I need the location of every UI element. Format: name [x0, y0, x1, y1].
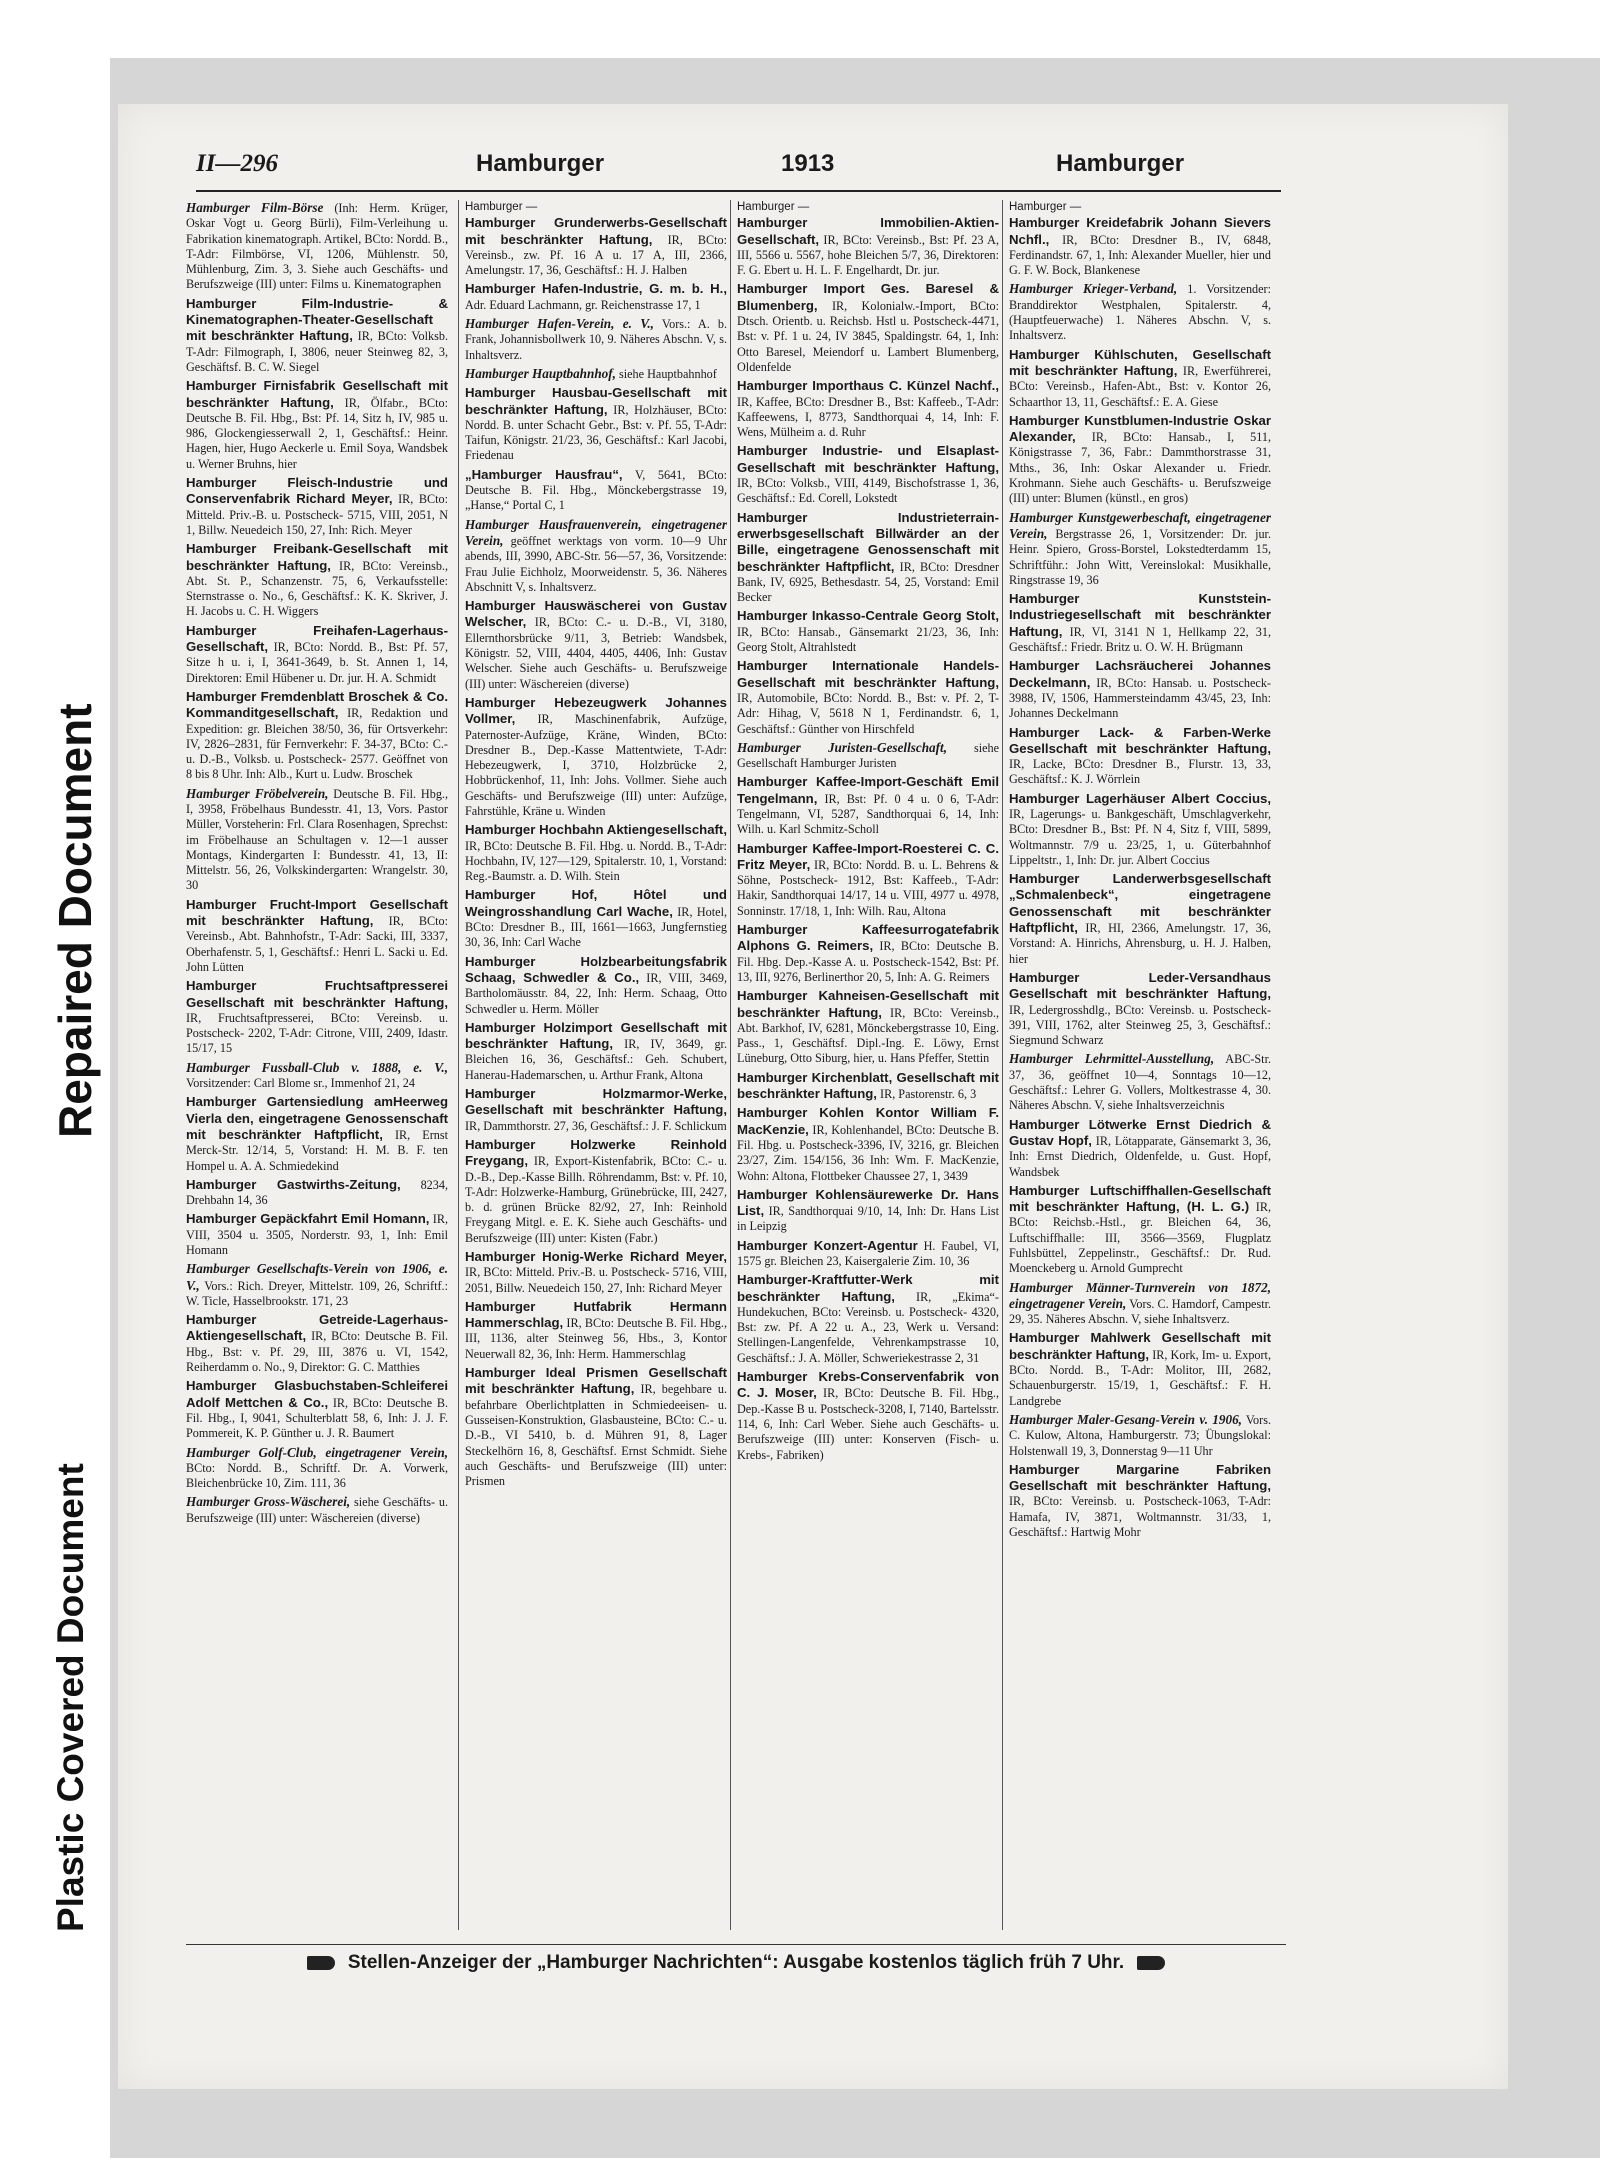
entry-name: Hamburger Fussball-Club v. 1888, e. V., — [186, 1059, 448, 1075]
entry-name: Hamburger Golf-Club, eingetragener Verein, — [186, 1444, 448, 1460]
entry-name: Hamburger Industrieterrain-erwerbsgesellschaft Billwärder an der Bille, eingetragene Genossenschaft mit beschränkter Haftpflicht, — [737, 509, 999, 574]
directory-columns — [186, 200, 1286, 1930]
entry-name: Hamburger Honig-Werke Richard Meyer, — [465, 1249, 727, 1264]
directory-entry — [737, 841, 999, 919]
directory-entry — [186, 1378, 448, 1441]
entry-name: Hamburger Inkasso-Centrale Georg Stolt, — [737, 608, 999, 624]
entry-details: IR, BCto: Vereinsb., Abt. Bahnhofstr., T-Adr: Sacki, III, 3337, Oberhafenstr. 5, 1, Geschäftsf.: Henri L. Sacki u. Ed. John Lütten — [186, 914, 448, 974]
entry-details: siehe Geschäfts- u. Berufszweige (III) unter: Wäschereien (diverse) — [186, 1495, 448, 1525]
entry-details: IR, HI, 2366, Amelungstr. 17, 36, Vorstand: A. Hinrichs, Ahrensburg, u. H. J. Halben, hier — [1009, 921, 1271, 966]
entry-name: Hamburger Kirchenblatt, Gesellschaft mit beschränkter Haftung, — [737, 1069, 999, 1102]
directory-entry — [465, 598, 727, 692]
entry-name: Hamburger Lack- & Farben-Werke Gesellschaft mit beschränkter Haftung, — [1009, 724, 1271, 756]
entry-details: IR, Maschinenfabrik, Aufzüge, Paternoster-Aufzüge, Kräne, Winden, BCto: Dresdner B., Dep.-Kasse Mattentwiete, T-Adr: Hebezeugwerk, I, 3710, Holzbrücke 2, Hobbrückenhof, 11, Inh: Johs. Vollmer. Siehe auch Geschäfts- und Berufszweige (III) unter: Aufzüge, Fahrstühle, Kräne u. Winden — [465, 712, 727, 818]
entry-name: Hamburger Film-Börse — [186, 200, 324, 215]
directory-entry — [1009, 791, 1271, 868]
directory-entry — [737, 774, 999, 837]
entry-name: Hamburger Film-Industrie- & Kinematographen-Theater-Gesellschaft mit beschränkter Haftung, — [186, 295, 448, 344]
directory-entry — [1009, 1183, 1271, 1277]
pointing-hand-icon — [1137, 1956, 1165, 1970]
entry-name: Hamburger Kühlschuten, Gesellschaft mit beschränkter Haftung, — [1009, 346, 1271, 378]
directory-entry — [1009, 1330, 1271, 1408]
entry-details: IR, BCto: Hansab., I, 511, Königstrasse 7, 36, Fabr.: Dammthorstrasse 31, Mths., 36, Inh: Oskar Alexander u. Friedr. Krohmann. Siehe auch Geschäfts- u. Berufszweige (III) unter: Blumen (künstl., en gros) — [1009, 430, 1271, 506]
directory-entry — [737, 740, 999, 772]
entry-name: Hamburger Kaffeesurrogatefabrik Alphons G. Reimers, — [737, 922, 999, 954]
entry-details: IR, Fruchtsaftpresserei, BCto: Vereinsb. u. Postscheck- 2202, T-Adr: Citrone, VIII, 2409, Idastr. 15/17, 15 — [186, 1010, 448, 1056]
directory-page — [118, 104, 1508, 2089]
entry-name: Hamburger Getreide-Lagerhaus-Aktiengesellschaft, — [186, 1312, 448, 1344]
entry-name: Hamburger Hauswäscherei von Gustav Welscher, — [465, 598, 727, 630]
entry-name: Hamburger Kreidefabrik Johann Sievers Nchfl., — [1009, 215, 1271, 247]
entry-details: IR, VI, 3141 N 1, Hellkamp 22, 31, Geschäftsf.: Friedr. Britz u. O. W. H. Brügmann — [1009, 624, 1271, 655]
entry-details: IR, Lagerungs- u. Bankgeschäft, Umschlagverkehr, BCto: Dresdner B., Bst: Pf. N 4, Sitz f, VIII, 5899, Woltmannstr. 7/9 u. 23/25, 1, u. Güterbahnhof Lippeltstr., 1, Inh: Dr. jur. Albert Coccius — [1009, 806, 1271, 867]
entry-details: IR, Ewerführerei, BCto: Vereinsb., Hafen-Abt., Bst: v. Kontor 26, Schaarthor 13, 11, Geschäftsf.: E. A. Giese — [1009, 363, 1271, 409]
entry-name: Hamburger Kaffee-Import-Roesterei C. C. Fritz Meyer, — [737, 840, 999, 872]
entry-details: IR, Kolonialw.-Import, BCto: Dtsch. Orientb. u. Reichsb. Hstl u. Postscheck-4471, Bst: v. Pf. 1 u. 24, IV 3845, Spaldingstr. 64, 1, Inh: Otto Baresel, Meiendorf u. Lambert Blumenberg, Oldenfelde — [737, 298, 999, 374]
entry-name: Hamburger Industrie- und Elsaplast-Gesellschaft mit beschränkter Haftung, — [737, 443, 999, 475]
entry-name: Hamburger Luftschiffhallen-Gesellschaft mit beschränkter Haftung, (H. L. G.) — [1009, 1182, 1271, 1215]
entry-name: Hamburger Konzert-Agentur — [737, 1237, 918, 1253]
entry-name: Hamburger Gartensiedlung amHeerweg Vierla den, eingetragene Genossenschaft mit beschränkter Haftpflicht, — [186, 1094, 448, 1142]
directory-entry — [1009, 281, 1271, 343]
entry-details: Vors.: Rich. Dreyer, Mittelstr. 109, 26, Schriftf.: W. Ticle, Hasselbrookstr. 171, 23 — [186, 1278, 448, 1308]
column-1 — [186, 200, 448, 1930]
entry-details: V, 5641, BCto: Deutsche B. Fil. Hbg., Mönckebergstrasse 19, „Hanse,“ Portal C, 1 — [465, 467, 727, 513]
entry-details: IR, Ernst Merck-Str. 12/14, 5, Vorstand: H. M. B. F. ten Hompel u. A. A. Schmiedekind — [186, 1127, 448, 1173]
entry-name: Hamburger Glasbuchstaben-Schleiferei Adolf Mettchen & Co., — [186, 1378, 448, 1410]
entry-name: Hamburger Hausfrauenverein, eingetragener Verein, — [465, 516, 727, 548]
entry-name: Hamburger Holzimport Gesellschaft mit beschränkter Haftung, — [465, 1019, 727, 1052]
directory-entry — [737, 608, 999, 655]
entry-name: Hamburger Lehrmittel-Ausstellung, — [1009, 1051, 1215, 1067]
entry-name: Hamburger Lagerhäuser Albert Coccius, — [1009, 790, 1271, 806]
page-number: II—296 — [196, 150, 278, 177]
directory-entry — [737, 1272, 999, 1366]
year-title: 1913 — [781, 150, 835, 177]
entry-details: IR, „Ekima“-Hundekuchen, BCto: Vereinsb. u. Postscheck- 4320, Bst: zw. Pf. A 22 u. A., 23, Werk u. Versand: Stellingen-Langenfelde, Vehrenkampstrasse 10, Geschäftsf.: J. A. Möller, Schweriekestrasse 2, 31 — [737, 1289, 999, 1365]
directory-entry — [737, 443, 999, 506]
entry-name: Hamburger Kunstblumen-Industrie Oskar Alexander, — [1009, 412, 1271, 445]
entry-name: Hamburger Hauptbahnhof, — [465, 365, 616, 381]
entry-details: IR, Dammthorstr. 27, 36, Geschäftsf.: J. F. Schlickum — [465, 1118, 727, 1133]
entry-name: Hamburger Hafen-Verein, e. V., — [465, 316, 654, 332]
entry-name: Hamburger Frucht-Import Gesellschaft mit beschränkter Haftung, — [186, 896, 448, 929]
directory-entry — [186, 475, 448, 538]
entry-name: Hamburger Maler-Gesang-Verein v. 1906, — [1009, 1411, 1242, 1427]
entry-details: siehe Gesellschaft Hamburger Juristen — [737, 740, 999, 771]
directory-entry — [186, 786, 448, 894]
column-head: Hamburger — — [465, 201, 538, 213]
entry-name: Hamburger Kunstgewerbeschaft, eingetragener Verein, — [1009, 509, 1271, 541]
entry-name: Hamburger Gesellschafts-Verein von 1906, e. V., — [186, 1261, 448, 1293]
directory-entry — [465, 366, 727, 382]
directory-entry — [737, 281, 999, 375]
entry-details: IR, begehbare u. befahrbare Oberlichtplatten in Schmiedeeisen- u. Gusseisen-Konstruktion, Glasbausteine, BCto: C.- u. D.-B., VI 5410, b. d. Mühren 91, 8, Lager Steckelhörn 16, 8, Geschäftsf. Ernst Schmidt. Siehe auch Geschäfts- und Berufszweige (III) unter: Prismen — [465, 1382, 727, 1489]
entry-details: IR, BCto: Deutsche B. Fil. Hbg. u. Nordd. B., T-Adr: Hochbahn, IV, 127—129, Spitalerstr. 10, 1, Vorstand: Reg.-Baumstr. a. D. Wilh. Stein — [465, 838, 727, 884]
directory-entry — [737, 1369, 999, 1463]
directory-entry — [186, 1060, 448, 1092]
entry-name: Hamburger Importhaus C. Künzel Nachf., — [737, 378, 999, 394]
entry-name: Hamburger Ideal Prismen Gesellschaft mit beschränkter Haftung, — [465, 1365, 727, 1397]
entry-name: Hamburger Krieger-Verband, — [1009, 281, 1178, 297]
entry-details: IR, BCto: Nordd. B. u. L. Behrens & Söhne, Postscheck- 1912, Bst: Kaffeeb., T-Adr: Hakir, Sandthorquai 14/17, 14 u. VIII, 4977 u. 4978, Sonninstr. 17/18, 1, Inh: Wilh. Rau, Altona — [737, 857, 999, 918]
entry-name: Hamburger Immobilien-Aktien-Gesellschaft, — [737, 215, 999, 247]
entry-name: Hamburger Mahlwerk Gesellschaft mit beschränkter Haftung, — [1009, 1330, 1271, 1362]
entry-details: Vors. C. Hamdorf, Campestr. 29, 35. Näheres Abschn. V, siehe Inhaltsverz. — [1009, 1296, 1271, 1327]
entry-name: Hamburger Landerwerbsgesellschaft „Schmalenbeck“, eingetragene Genossenschaft mit beschränkter Haftpflicht, — [1009, 871, 1271, 936]
entry-details: Deutsche B. Fil. Hbg., I, 3958, Fröbelhaus Bundesstr. 41, 13, Vors. Pastor Müller, Vorsteherin: Frl. Clara Rosenhagen, Sprechst: im Fröbelhause an Schultagen v. 12—1 ausser Montags, Kindergarten I: Bundesstr. 41, 13, II: Mittelstr. 56, 26, Volkskindergarten: Wrangelstr. 30, 30 — [186, 786, 448, 893]
entry-name: Hamburger Fröbelverein, — [186, 785, 329, 801]
page-header — [196, 144, 1281, 186]
entry-name: Hamburger Grunderwerbs-Gesellschaft mit beschränkter Haftung, — [465, 215, 727, 247]
directory-entry — [737, 1238, 999, 1270]
entry-details: IR, BCto: C.- u. D.-B., VI, 3180, Ellernthorsbrücke 9/11, 3, Betrieb: Wandsbek, Königstr. 52, VIII, 4404, 4405, 4406, Inh: Gustav Welscher. Siehe auch Geschäfts- u. Berufszweige (III) unter: Wäschereien (diverse) — [465, 615, 727, 691]
entry-name: Hamburger Kaffee-Import-Geschäft Emil Tengelmann, — [737, 774, 999, 806]
entry-name: Hamburger Holzwerke Reinhold Freygang, — [465, 1136, 727, 1169]
directory-entry — [186, 200, 448, 293]
entry-name: Hamburger Holzmarmor-Werke, Gesellschaft mit beschränkter Haftung, — [465, 1086, 727, 1118]
entry-name: Hamburger Freibank-Gesellschaft mit beschränkter Haftung, — [186, 541, 448, 573]
entry-details: IR, BCto: Vereinsb., Abt. Barkhof, IV, 6281, Mönckebergstrasse 10, Eing. Pass., 1, Geschäftsf. Dipl.-Ing. E. Löwy, Ernst Lüneburg, Otto Siburg, hier, u. Hans Pfeffer, Stettin — [737, 1005, 999, 1066]
directory-entry — [465, 316, 727, 363]
entry-name: Hamburger Leder-Versandhaus Gesellschaft mit beschränkter Haftung, — [1009, 969, 1271, 1002]
directory-entry — [186, 1494, 448, 1526]
column-3 — [730, 200, 999, 1930]
directory-entry — [186, 1177, 448, 1209]
entry-details: IR, BCto: Nordd. B., Bst: Pf. 57, Sitze h u. i, I, 3641-3649, b. St. Annen 1, 14, Direktoren: Emil Hübener u. Dr. jur. H. A. Schmidt — [186, 640, 448, 685]
entry-details: Vors. C. Kulow, Altona, Hamburgerstr. 73; Übungslokal: Holstenwall 19, 3, Donnerstag 9—11 Uhr — [1009, 1412, 1271, 1458]
entry-details: IR, Lötapparate, Gänsemarkt 3, 36, Inh: Ernst Diedrich, Oldenfelde, u. Gust. Hopf, Wandsbek — [1009, 1133, 1271, 1179]
entry-details: IR, BCto: Deutsche B. Fil. Hbg., Dep.-Kasse B u. Postscheck-3208, I, 7140, Bartelsstr. 114, 6, Inh: Carl Weber. Siehe auch Geschäfts- u. Berufszweige (III) unter: Konserven (Fisch- u. Krebs-, Fabriken) — [737, 1386, 999, 1462]
entry-details: IR, BCto: Mitteld. Priv.-B. u. Postscheck- 5715, VIII, 2051, N 1, Billw. Neuedeich 150, 27, Inh: Rich. Meyer — [186, 492, 448, 537]
entry-details: (Inh: Herm. Krüger, Oskar Vogt u. Georg Bürli), Film-Verleihung u. Fabrikation kinematograph. Artikel, BCto: Nordd. B., T-Adr: Filmbörse, VI, 1206, Mühlenstr. 50, Mühlenburg, Zim. 3, 3. Siehe auch Geschäfts- und Berufszweige (III) unter: Films u. Kinematographen — [186, 201, 448, 292]
directory-entry — [465, 215, 727, 278]
entry-name: Hamburger Gepäckfahrt Emil Homann, — [186, 1211, 430, 1227]
entry-name: Hamburger Kohlen Kontor William F. MacKenzie, — [737, 1105, 999, 1137]
directory-entry — [465, 695, 727, 819]
entry-details: IR, BCto: Volksb., VIII, 4149, Bischofstrasse 1, 36, Geschäftsf.: Ed. Corell, Lokstedt — [737, 476, 999, 506]
entry-name: „Hamburger Hausfrau“, — [465, 466, 623, 482]
directory-entry — [186, 378, 448, 472]
directory-entry — [186, 623, 448, 686]
directory-entry — [1009, 970, 1271, 1048]
directory-entry — [1009, 1280, 1271, 1328]
entry-details: IR, BCto: Vereinsb., zw. Pf. 16 A u. 17 A, III, 2366, Amelungstr. 17, 36, Geschäftsf.: H. J. Halben — [465, 232, 727, 278]
scan-sidebar — [0, 0, 100, 2177]
entry-details: Vorsitzender: Carl Blome sr., Immenhof 21, 24 — [186, 1076, 415, 1091]
directory-entry — [465, 385, 727, 463]
entry-name: Hamburger Fremdenblatt Broschek & Co. Kommanditgesellschaft, — [186, 688, 448, 721]
directory-entry — [1009, 1117, 1271, 1180]
directory-entry — [465, 1137, 727, 1246]
entry-details: IR, Kohlenhandel, BCto: Deutsche B. Fil. Hbg. u. Postscheck-3396, IV, 3216, gr. Bleichen 23/27, Zim. 154/156, 36 Inh: Wm. F. MacKenzie, Wohn: Altona, Flottbeker Chaussee 27, 1, 3439 — [737, 1122, 999, 1183]
entry-details: BCto: Nordd. B., Schriftf. Dr. A. Vorwerk, Bleichenbrücke 10, Zim. 111, 36 — [186, 1460, 448, 1491]
entry-details: geöffnet werktags von vorm. 10—9 Uhr abends, III, 3990, ABC-Str. 56—57, 36, Vorsitzende: Frau Julie Eichholz, Moorweidenstr. 5, 36. Näheres Abschnitt V, s. Inhaltsverz. — [465, 533, 727, 594]
directory-entry — [465, 467, 727, 514]
entry-details: IR, BCto: Deutsche B. Fil. Hbg., Bst: v. Pf. 29, III, 3876 u. VI, 1542, Reiherdamm o. No., 9, Direktor: G. C. Matthies — [186, 1329, 448, 1375]
entry-details: IR, Export-Kistenfabrik, BCto: C.- u. D.-B., Dep.-Kasse Billh. Röhrendamm, Bst: v. Pf. 10, T-Adr: Holzwerke-Hamburg, Grünebrücke, III, 2427, b. d. grünen Brücke 82/92, 27, Inh: Reinhold Freygang Mitgl. e. E. K. Siehe auch Geschäfts- und Berufszweige (III) unter: Kisten (Fabr.) — [465, 1154, 727, 1245]
entry-name: Hamburger Internationale Handels-Gesellschaft mit beschränkter Haftung, — [737, 658, 999, 690]
directory-entry — [186, 296, 448, 375]
entry-details: siehe Hauptbahnhof — [619, 366, 717, 381]
entry-name: Hamburger Krebs-Conservenfabrik von C. J. Moser, — [737, 1369, 999, 1401]
entry-details: IR, BCto: Vereinsb., Abt. St. P., Schanzenstr. 75, 6, Verkaufsstelle: Sternstrasse o. No., 6, Geschäftsf.: K. K. Skriver, J. H. Jacobs u. C. H. Wiggers — [186, 558, 448, 619]
directory-entry — [1009, 1051, 1271, 1113]
repaired-document-label: Repaired Document — [49, 703, 101, 1138]
entry-details: IR, Kaffee, BCto: Dresdner B., Bst: Kaffeeb., T-Adr: Kaffeewens, I, 8773, Sandthorquai 4, 14, Inh: F. Wens, Mülheim a. d. Ruhr — [737, 394, 999, 440]
entry-details: IR, Ölfabr., BCto: Deutsche B. Fil. Hbg., Bst: Pf. 14, Sitz h, IV, 985 u. 986, Glockengiesserwall 2, 1, Geschäftsf.: Heinr. Hagen, hier, Hugo Aeckerle u. Emil Soya, Wandsbek u. Werner Bruhns, hier — [186, 395, 448, 471]
entry-name: Hamburger Holzbearbeitungsfabrik Schaag, Schwedler & Co., — [465, 953, 727, 985]
entry-details: IR, BCto: Deutsche B. Fil. Hbg., I, 9041, Schulterblatt 58, 6, Inh: J. J. F. Pommereit, K. P. Günther u. J. R. Baumert — [186, 1395, 448, 1441]
entry-name: Hamburger Fruchtsaftpresserei Gesellschaft mit beschränkter Haftung, — [186, 978, 448, 1010]
entry-name: Hamburger Margarine Fabriken Gesellschaft mit beschränkter Haftung, — [1009, 1461, 1271, 1494]
entry-details: IR, VIII, 3469, Bartholomäusstr. 84, 22, Inh: Herm. Schaag, Otto Schwedler u. Herm. Möller — [465, 970, 727, 1016]
entry-name: Hamburger Firnisfabrik Gesellschaft mit beschränkter Haftung, — [186, 378, 448, 410]
entry-details: IR, BCto: Hansab., Gänsemarkt 21/23, 36, Inh: Georg Stolt, Altrahlstedt — [737, 624, 999, 655]
entry-name: Hamburger-Kraftfutter-Werk mit beschränkter Haftung, — [737, 1272, 999, 1304]
directory-entry — [186, 1261, 448, 1309]
entry-name: Hamburger Fleisch-Industrie und Conservenfabrik Richard Meyer, — [186, 475, 448, 507]
entry-details: IR, BCto: Vereinsb. u. Postscheck-1063, T-Adr: Hamafa, IV, 3871, Woltmannstr. 31/33, 1, Geschäftsf.: Hartwig Mohr — [1009, 1494, 1271, 1540]
directory-entry — [186, 541, 448, 619]
directory-entry — [737, 1187, 999, 1235]
directory-entry — [737, 510, 999, 606]
directory-entry — [465, 822, 727, 884]
column-2 — [458, 200, 727, 1930]
column-head: Hamburger — — [737, 201, 810, 213]
directory-entry — [737, 988, 999, 1066]
entry-details: IR, IV, 3649, gr. Bleichen 16, 36, Geschäftsf.: Geh. Schubert, Hanerau-Hademarschen, u. Arthur Frank, Altona — [465, 1037, 727, 1082]
entry-name: Hamburger Gastwirths-Zeitung, — [186, 1176, 401, 1192]
entry-details: IR, Bst: Pf. 0 4 u. 0 6, T-Adr: Tengelmann, VI, 5287, Sandthorquai 6, 14, Inh: Wilh. u. Karl Schmitz-Scholl — [737, 791, 999, 837]
directory-entry — [186, 1312, 448, 1375]
column-head: Hamburger — — [1009, 201, 1082, 213]
entry-details: IR, Hotel, BCto: Dresdner B., III, 1661—1663, Jungfernstieg 30, 36, Inh: Carl Wache — [465, 904, 727, 950]
directory-entry — [1009, 591, 1271, 655]
directory-entry — [737, 1105, 999, 1183]
entry-name: Hamburger Lachsräucherei Johannes Deckelmann, — [1009, 658, 1271, 690]
entry-details: IR, Lacke, BCto: Dresdner B., Flurstr. 13, 33, Geschäftsf.: K. J. Wörrlein — [1009, 757, 1271, 787]
directory-entry — [186, 1445, 448, 1492]
entry-details: IR, Automobile, BCto: Nordd. B., Bst: v. Pf. 2, T-Adr: Hihag, V, 5618 N 1, Ferdinandstr. 6, 1, Geschäftsf.: Günther von Hirschfeld — [737, 690, 999, 736]
footer-rule — [186, 1944, 1286, 1945]
entry-details: IR, BCto: Deutsche B. Fil. Hbg. Dep.-Kasse A. u. Postscheck-1542, Bst: Pf. 13, III, 9276, Berlinerthor 20, 5, Inh: A. G. Reimers — [737, 939, 999, 984]
entry-name: Hamburger Freihafen-Lagerhaus-Gesellschaft, — [186, 622, 448, 655]
entry-details: IR, BCto: Dresdner Bank, IV, 6925, Bethesdastr. 54, 25, Vorstand: Emil Becker — [737, 559, 999, 605]
entry-details: IR, BCto: Deutsche B. Fil. Hbg., III, 1136, alter Steinweg 56, Hbs., 3, Kontor Neuerwall 82, 36, Inh: Herm. Hammerschlag — [465, 1316, 727, 1361]
entry-name: Hamburger Import Ges. Baresel & Blumenberg, — [737, 281, 999, 313]
entry-name: Hamburger Kahneisen-Gesellschaft mit beschränkter Haftung, — [737, 988, 999, 1020]
entry-details: IR, BCto: Hansab. u. Postscheck- 3988, IV, 1506, Hammersteindamm 43/45, 23, Inh: Johannes Deckelmann — [1009, 675, 1271, 721]
entry-details: IR, Holzhäuser, BCto: Nordd. B. unter Schacht Gebr., Bst: v. Pf. 55, T-Adr: Taifun, Königstr. 21/23, 36, Geschäftsf.: Karl Jacobi, Friedenau — [465, 402, 727, 463]
entry-details: IR, BCto: Reichsb.-Hstl., gr. Bleichen 64, 36, Luftschiffhalle: III, 3566—3569, Flugplatz Fuhlsbüttel, Zeppelinstr., Geschäftsf.: Dr. Rud. Moenckeberg u. Arnold Gumprecht — [1009, 1200, 1271, 1276]
header-rule — [196, 190, 1281, 192]
directory-entry — [1009, 347, 1271, 410]
directory-entry — [186, 978, 448, 1056]
entry-name: Hamburger Lötwerke Ernst Diedrich & Gustav Hopf, — [1009, 1116, 1271, 1148]
entry-details: Vors.: A. b. Frank, Johannisbollwerk 10, 9. Näheres Abschn. V, s. Inhaltsverz. — [465, 317, 727, 362]
directory-entry — [1009, 725, 1271, 788]
footer-advert: Stellen-Anzeiger der „Hamburger Nachrichten“: Ausgabe kostenlos täglich früh 7 Uhr. — [347, 1952, 1125, 1973]
left-running-title: Hamburger — [476, 150, 605, 177]
entry-name: Hamburger Kohlensäurewerke Dr. Hans List, — [737, 1186, 999, 1219]
entry-name: Hamburger Kunststein-Industriegesellschaft mit beschränkter Haftung, — [1009, 591, 1271, 639]
entry-details: Bergstrasse 26, 1, Vorsitzender: Dr. jur. Heinr. Spiero, Gross-Borstel, Lokstedterdamm 15, Schriftführ.: John Witt, Vereinslokal: Musikhalle, Ringstrasse 19, 36 — [1009, 526, 1271, 587]
entry-details: IR, Pastorenstr. 6, 3 — [880, 1087, 977, 1102]
directory-entry — [1009, 1412, 1271, 1459]
entry-details: H. Faubel, VI, 1575 gr. Bleichen 23, Kaisergalerie Zim. 10, 36 — [737, 1238, 999, 1268]
entry-name: Hamburger Hebezeugwerk Johannes Vollmer, — [465, 694, 727, 727]
entry-details: IR, Kork, Im- u. Export, BCto. Nordd. B., T-Adr: Molitor, III, 2682, Schauenburgerstr. 15/19, 1, Geschäftsf.: F. H. Landgrebe — [1009, 1347, 1271, 1408]
plastic-covered-document-label: Plastic Covered Document — [50, 1463, 91, 1932]
entry-details: IR, Sandthorquai 9/10, 14, Inh: Dr. Hans List in Leipzig — [737, 1204, 999, 1234]
entry-details: IR, Redaktion und Expedition: gr. Bleichen 38/50, 36, für Ortsverkehr: IV, 2826–2831, für Fernverkehr: F. 34-37, BCto: C.- u. D.-B., Volksb. u. Postscheck- 2577. Geöffnet von 8 bis 8 Uhr. Inh: Alb., Kurt u. Ludw. Broschek — [186, 706, 448, 782]
directory-entry — [737, 1070, 999, 1103]
directory-entry — [1009, 1462, 1271, 1540]
directory-entry — [1009, 215, 1271, 278]
entry-details: IR, VIII, 3504 u. 3505, Norderstr. 93, 1, Inh: Emil Homann — [186, 1212, 448, 1257]
entry-details: IR, BCto: Dresdner B., IV, 6848, Ferdinandstr. 67, 1, Inh: Alexander Mueller, hier und G. F. W. Bock, Blankenese — [1009, 232, 1271, 278]
entry-name: Hamburger Gross-Wäscherei, — [186, 1494, 351, 1510]
page-footer — [186, 1952, 1286, 1974]
entry-name: Hamburger Hausbau-Gesellschaft mit beschränkter Haftung, — [465, 385, 727, 417]
entry-name: Hamburger Hafen-Industrie, G. m. b. H., — [465, 281, 727, 297]
entry-name: Hamburger Hutfabrik Hermann Hammerschlag, — [465, 1298, 727, 1331]
directory-entry — [1009, 510, 1271, 588]
directory-entry — [737, 658, 999, 736]
directory-entry — [465, 1020, 727, 1083]
directory-entry — [465, 517, 727, 595]
directory-entry — [465, 887, 727, 950]
entry-details: IR, Ledergrosshdlg., BCto: Vereinsb. u. Postscheck- 391, VIII, 1762, alter Steinweg 25, 3, Geschäftsf.: Siegmund Schwarz — [1009, 1002, 1271, 1048]
entry-details: IR, BCto: Vereinsb., Bst: Pf. 23 A, III, 5566 u. 5567, hohe Bleichen 5/7, 36, Direktoren: F. G. Ebert u. H. L. F. Engelhardt, Dr. jur. — [737, 232, 999, 278]
directory-entry — [465, 1365, 727, 1489]
directory-entry — [465, 1299, 727, 1362]
entry-name: Hamburger Juristen-Gesellschaft, — [737, 739, 947, 755]
entry-details: Adr. Eduard Lachmann, gr. Reichenstrasse 17, 1 — [465, 297, 701, 312]
directory-entry — [465, 1086, 727, 1134]
entry-details: IR, BCto: Volksb. T-Adr: Filmograph, I, 3806, neuer Steinweg 82, 3, Geschäftsf. B. C. W. Siegel — [186, 329, 448, 374]
entry-name: Hamburger Hochbahn Aktiengesellschaft, — [465, 822, 727, 838]
right-running-title: Hamburger — [1056, 150, 1185, 177]
entry-details: IR, BCto: Mitteld. Priv.-B. u. Postscheck- 5716, VIII, 2051, Billw. Neuedeich 150, 27, Inh: Richard Meyer — [465, 1265, 727, 1295]
directory-entry — [737, 215, 999, 278]
entry-details: 1. Vorsitzender: Branddirektor Westphalen, Spitalerstr. 4, (Hauptfeuerwache) 1. Näheres Abschn. V, s. Inhaltsverz. — [1009, 282, 1271, 343]
entry-details: 8234, Drehbahn 14, 36 — [186, 1177, 448, 1208]
directory-entry — [186, 1211, 448, 1258]
directory-entry — [186, 689, 448, 783]
column-4 — [1002, 200, 1271, 1930]
directory-entry — [1009, 413, 1271, 507]
directory-entry — [737, 378, 999, 440]
directory-entry — [186, 897, 448, 975]
directory-entry — [465, 1249, 727, 1296]
entry-name: Hamburger Hof, Hôtel und Weingrosshandlung Carl Wache, — [465, 887, 727, 919]
directory-entry — [1009, 871, 1271, 967]
directory-entry — [186, 1094, 448, 1173]
directory-entry — [1009, 658, 1271, 721]
pointing-hand-icon — [307, 1956, 335, 1970]
directory-entry — [737, 922, 999, 985]
directory-entry — [465, 954, 727, 1017]
entry-name: Hamburger Männer-Turnverein von 1872, eingetragener Verein, — [1009, 1279, 1271, 1311]
directory-entry — [465, 281, 727, 313]
entry-details: ABC-Str. 37, 36, geöffnet 10—4, Sonntags 10—12, Geschäftsf.: Lehrer G. Vollers, Moltkestrasse 4, 30. Näheres Abschn. V, siehe Inhaltsverzeichnis — [1009, 1052, 1271, 1113]
